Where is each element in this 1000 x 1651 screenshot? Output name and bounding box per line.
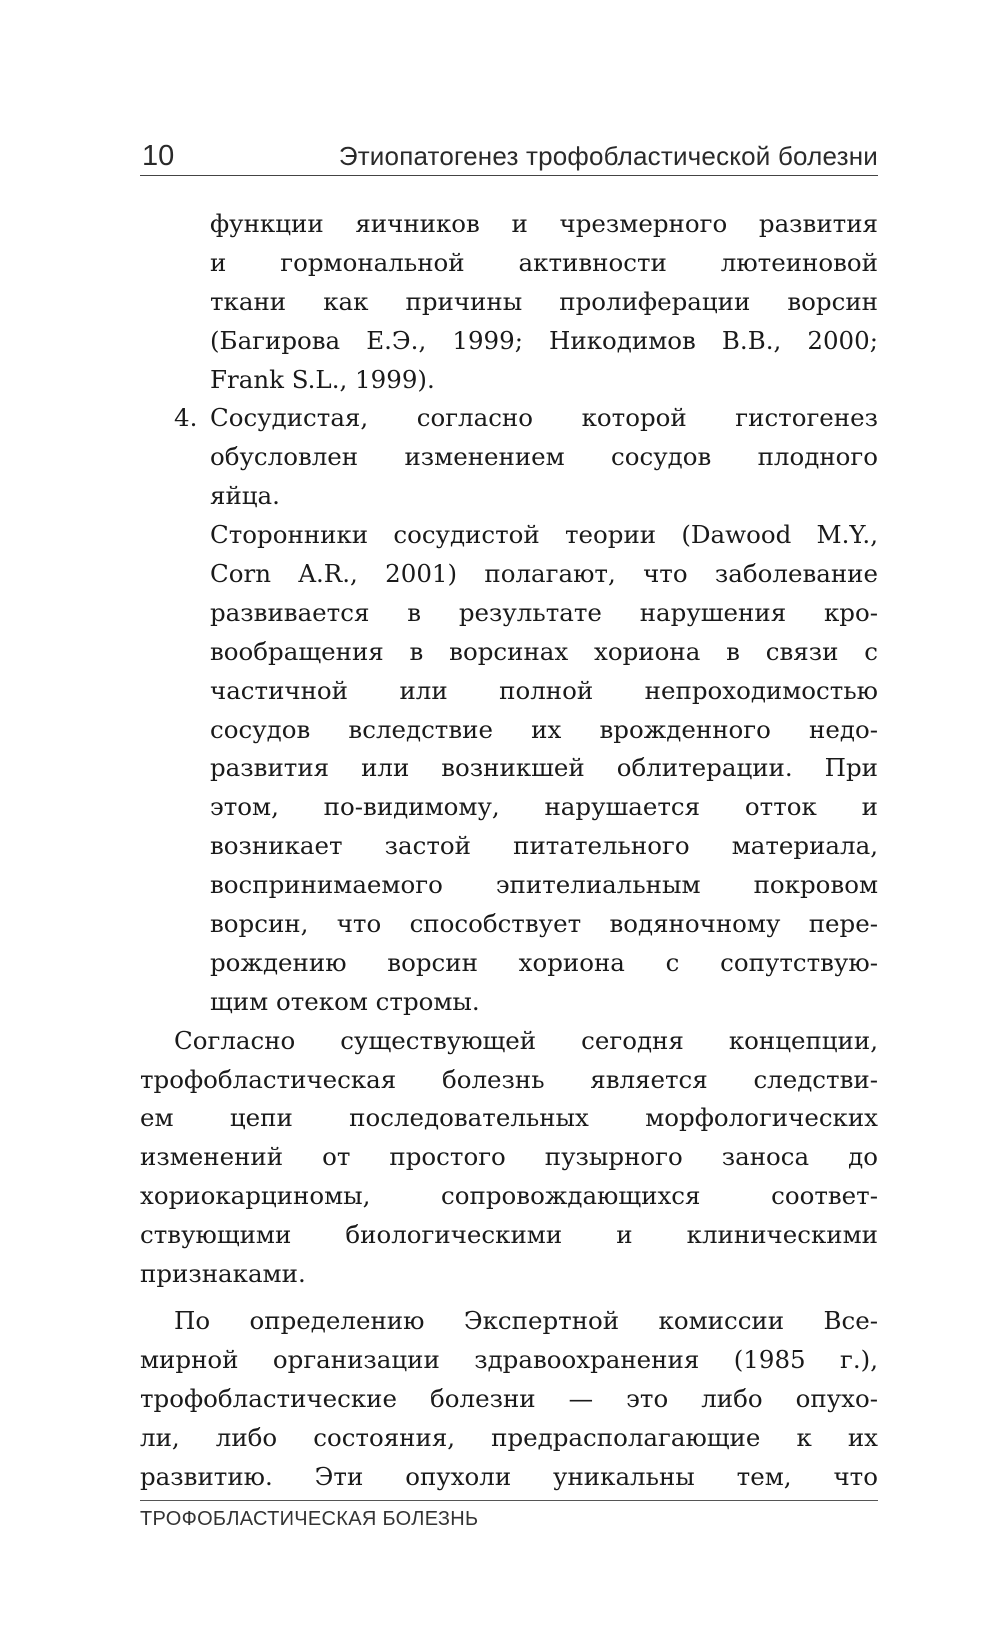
text-line: функции яичников и чрезмерного развития bbox=[210, 209, 878, 238]
text-line: частичной или полной непроходимостью bbox=[210, 675, 878, 705]
text-line: (Багирова Е.Э., 1999; Никодимов В.В., 2000; bbox=[210, 325, 878, 355]
paragraph-spacer bbox=[140, 1294, 878, 1302]
text-line: Согласно существующей сегодня концепции, bbox=[174, 1025, 878, 1055]
text-line: развивается в результате нарушения кро- bbox=[210, 597, 878, 627]
text-line: развитию. Эти опухоли уникальны тем, что bbox=[140, 1461, 878, 1491]
text-line: воспринимаемого эпителиальным покровом bbox=[210, 870, 878, 900]
text-line: ворсин, что способствует водяночному пере- bbox=[210, 909, 878, 939]
text-line: щим отеком стромы. bbox=[210, 986, 480, 1016]
running-title: Этиопатогенез трофобластической болезни bbox=[338, 141, 878, 171]
paragraph-who-definition bbox=[140, 1302, 878, 1496]
text-line: Сосудистая, согласно которой гистогенез bbox=[210, 403, 878, 433]
text-line: По определению Экспертной комиссии Все- bbox=[174, 1305, 878, 1335]
text-line: этом, по-видимому, нарушается отток и bbox=[210, 792, 878, 822]
text-line: ткани как причины пролиферации ворсин bbox=[210, 286, 878, 316]
text-line: ем цепи последовательных морфологических bbox=[140, 1103, 878, 1133]
text-line: ствующими биологическими и клиническими bbox=[140, 1220, 878, 1250]
text-line: изменений от простого пузырного заноса до bbox=[140, 1142, 878, 1172]
text-line: признаками. bbox=[140, 1259, 306, 1289]
text-line: рождению ворсин хориона с сопутствую- bbox=[210, 947, 878, 977]
text-line: мирной организации здравоохранения (1985 г.), bbox=[140, 1344, 878, 1374]
text-line: развития или возникшей облитерации. При bbox=[210, 753, 878, 783]
body-text bbox=[140, 205, 878, 1496]
text-line: Corn A.R., 2001) полагают, что заболевание bbox=[210, 559, 878, 589]
list-item-4 bbox=[140, 399, 878, 1021]
page-header bbox=[140, 136, 878, 176]
list-item-4-sub-paragraph bbox=[140, 516, 878, 1022]
text-line: Frank S.L., 1999). bbox=[210, 364, 435, 394]
list-item-number: 4. bbox=[174, 403, 198, 433]
text-line: хориокарциномы, сопровождающихся соответ- bbox=[140, 1181, 878, 1211]
page-number: 10 bbox=[142, 140, 175, 172]
text-line: возникает застой питательного материала, bbox=[210, 831, 878, 861]
text-line: Сторонники сосудистой теории (Dawood M.Y., bbox=[210, 520, 878, 550]
list-item-3-continuation bbox=[140, 205, 878, 399]
text-line: и гормональной активности лютеиновой bbox=[210, 247, 878, 277]
header-divider bbox=[140, 175, 878, 176]
text-line: яйца. bbox=[210, 481, 280, 511]
footer-divider bbox=[140, 1500, 878, 1501]
paragraph-concept bbox=[140, 1022, 878, 1294]
text-line: трофобластические болезни — это либо опухо- bbox=[140, 1383, 878, 1413]
text-line: обусловлен изменением сосудов плодного bbox=[210, 442, 878, 472]
footer-book-title: ТРОФОБЛАСТИЧЕСКАЯ БОЛЕЗНЬ bbox=[140, 1508, 479, 1530]
text-line: вообращения в ворсинах хориона в связи с bbox=[210, 636, 878, 666]
text-line: сосудов вследствие их врожденного недо- bbox=[210, 714, 878, 744]
text-line: трофобластическая болезнь является следстви- bbox=[140, 1064, 878, 1094]
text-line: ли, либо состояния, предрасполагающие к их bbox=[140, 1422, 878, 1452]
